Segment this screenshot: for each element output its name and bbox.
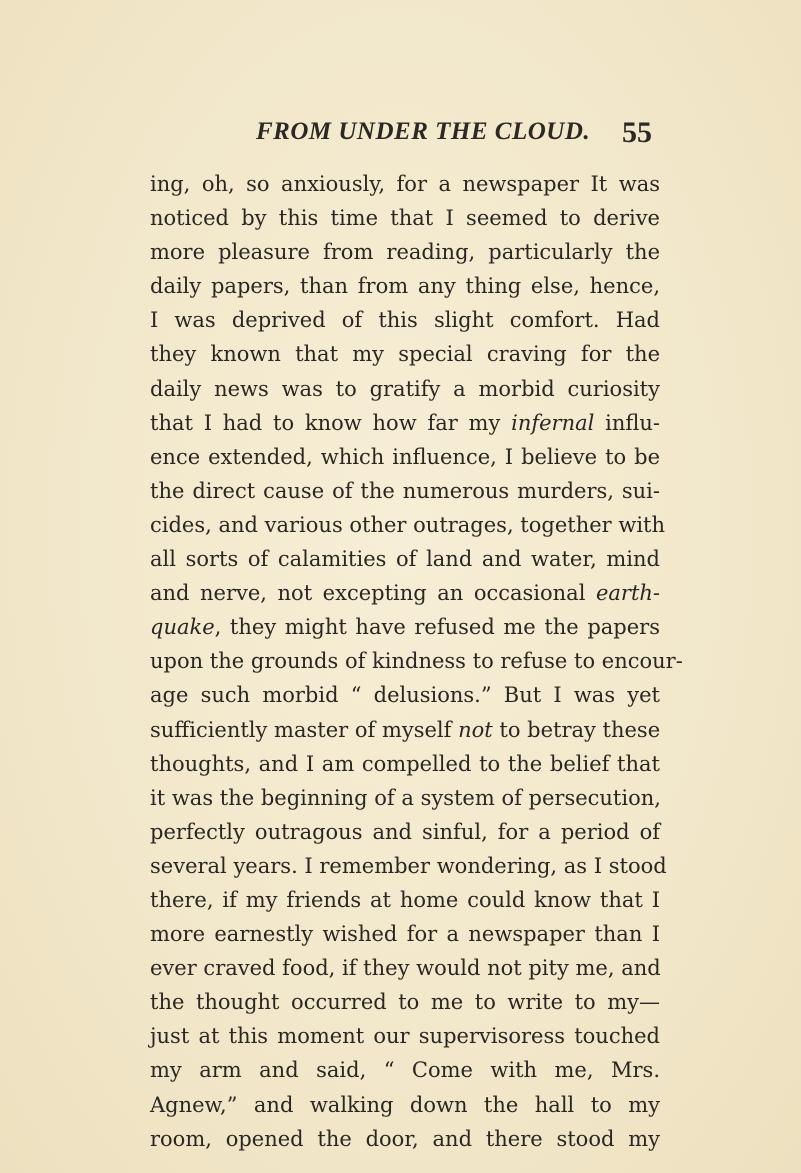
text-line-7: daily news was to gratify a morbid curiosity <box>150 376 660 401</box>
text-line-2: noticed by this time that I seemed to derive <box>150 206 660 231</box>
text-line-16: age such morbid “ delusions.” But I was yet <box>150 683 660 708</box>
page-number: 55 <box>622 116 652 149</box>
text-line-11: cides, and various other outrages, together with <box>150 512 666 537</box>
body-text <box>150 167 683 1156</box>
text-line-10: the direct cause of the numerous murders, sui- <box>150 478 660 503</box>
running-head <box>212 118 652 158</box>
text-line-5: I was deprived of this slight comfort. Had <box>150 308 660 333</box>
running-title: FROM UNDER THE CLOUD. <box>256 118 591 145</box>
text-line-24: ever craved food, if they would not pity me, and <box>150 956 661 981</box>
text-line-23: more earnestly wished for a newspaper than I <box>150 922 660 947</box>
text-line-19: it was the beginning of a system of persecution, <box>150 785 661 810</box>
text-line-15: upon the grounds of kindness to refuse to encour- <box>150 649 683 674</box>
italic-emphasis: earth- <box>595 581 660 606</box>
text-line-22: there, if my friends at home could know that I <box>150 887 660 912</box>
text-line-18: thoughts, and I am compelled to the belief that <box>150 751 660 776</box>
text-line-8: that I had to know how far my infernal influ- <box>150 410 661 435</box>
text-line-1: ing, oh, so anxiously, for a newspaper It was <box>150 172 660 196</box>
text-line-13: and nerve, not excepting an occasional earth- <box>150 581 660 606</box>
italic-emphasis: quake <box>150 615 215 640</box>
italic-emphasis: not <box>458 717 493 742</box>
text-line-4: daily papers, than from any thing else, hence, <box>150 274 660 299</box>
italic-emphasis: infernal <box>511 410 595 435</box>
text-line-17: sufficiently master of myself not to betray these <box>150 717 661 742</box>
text-line-20: perfectly outragous and sinful, for a period of <box>150 819 660 844</box>
text-line-14: quake, they might have refused me the papers <box>150 615 660 640</box>
text-line-29: room, opened the door, and there stood my <box>150 1126 660 1151</box>
text-line-3: more pleasure from reading, particularly the <box>150 240 660 265</box>
text-line-27: my arm and said, “ Come with me, Mrs. <box>150 1058 660 1083</box>
text-line-9: ence extended, which influence, I believe to be <box>150 444 660 469</box>
text-line-28: Agnew,” and walking down the hall to my <box>150 1092 660 1117</box>
text-line-6: they known that my special craving for the <box>150 342 660 367</box>
text-line-12: all sorts of calamities of land and water, mind <box>150 547 660 572</box>
text-line-25: the thought occurred to me to write to my— <box>150 990 660 1015</box>
text-line-21: several years. I remember wondering, as I stood <box>150 853 667 878</box>
text-line-26: just at this moment our supervisoress touched <box>150 1024 660 1049</box>
